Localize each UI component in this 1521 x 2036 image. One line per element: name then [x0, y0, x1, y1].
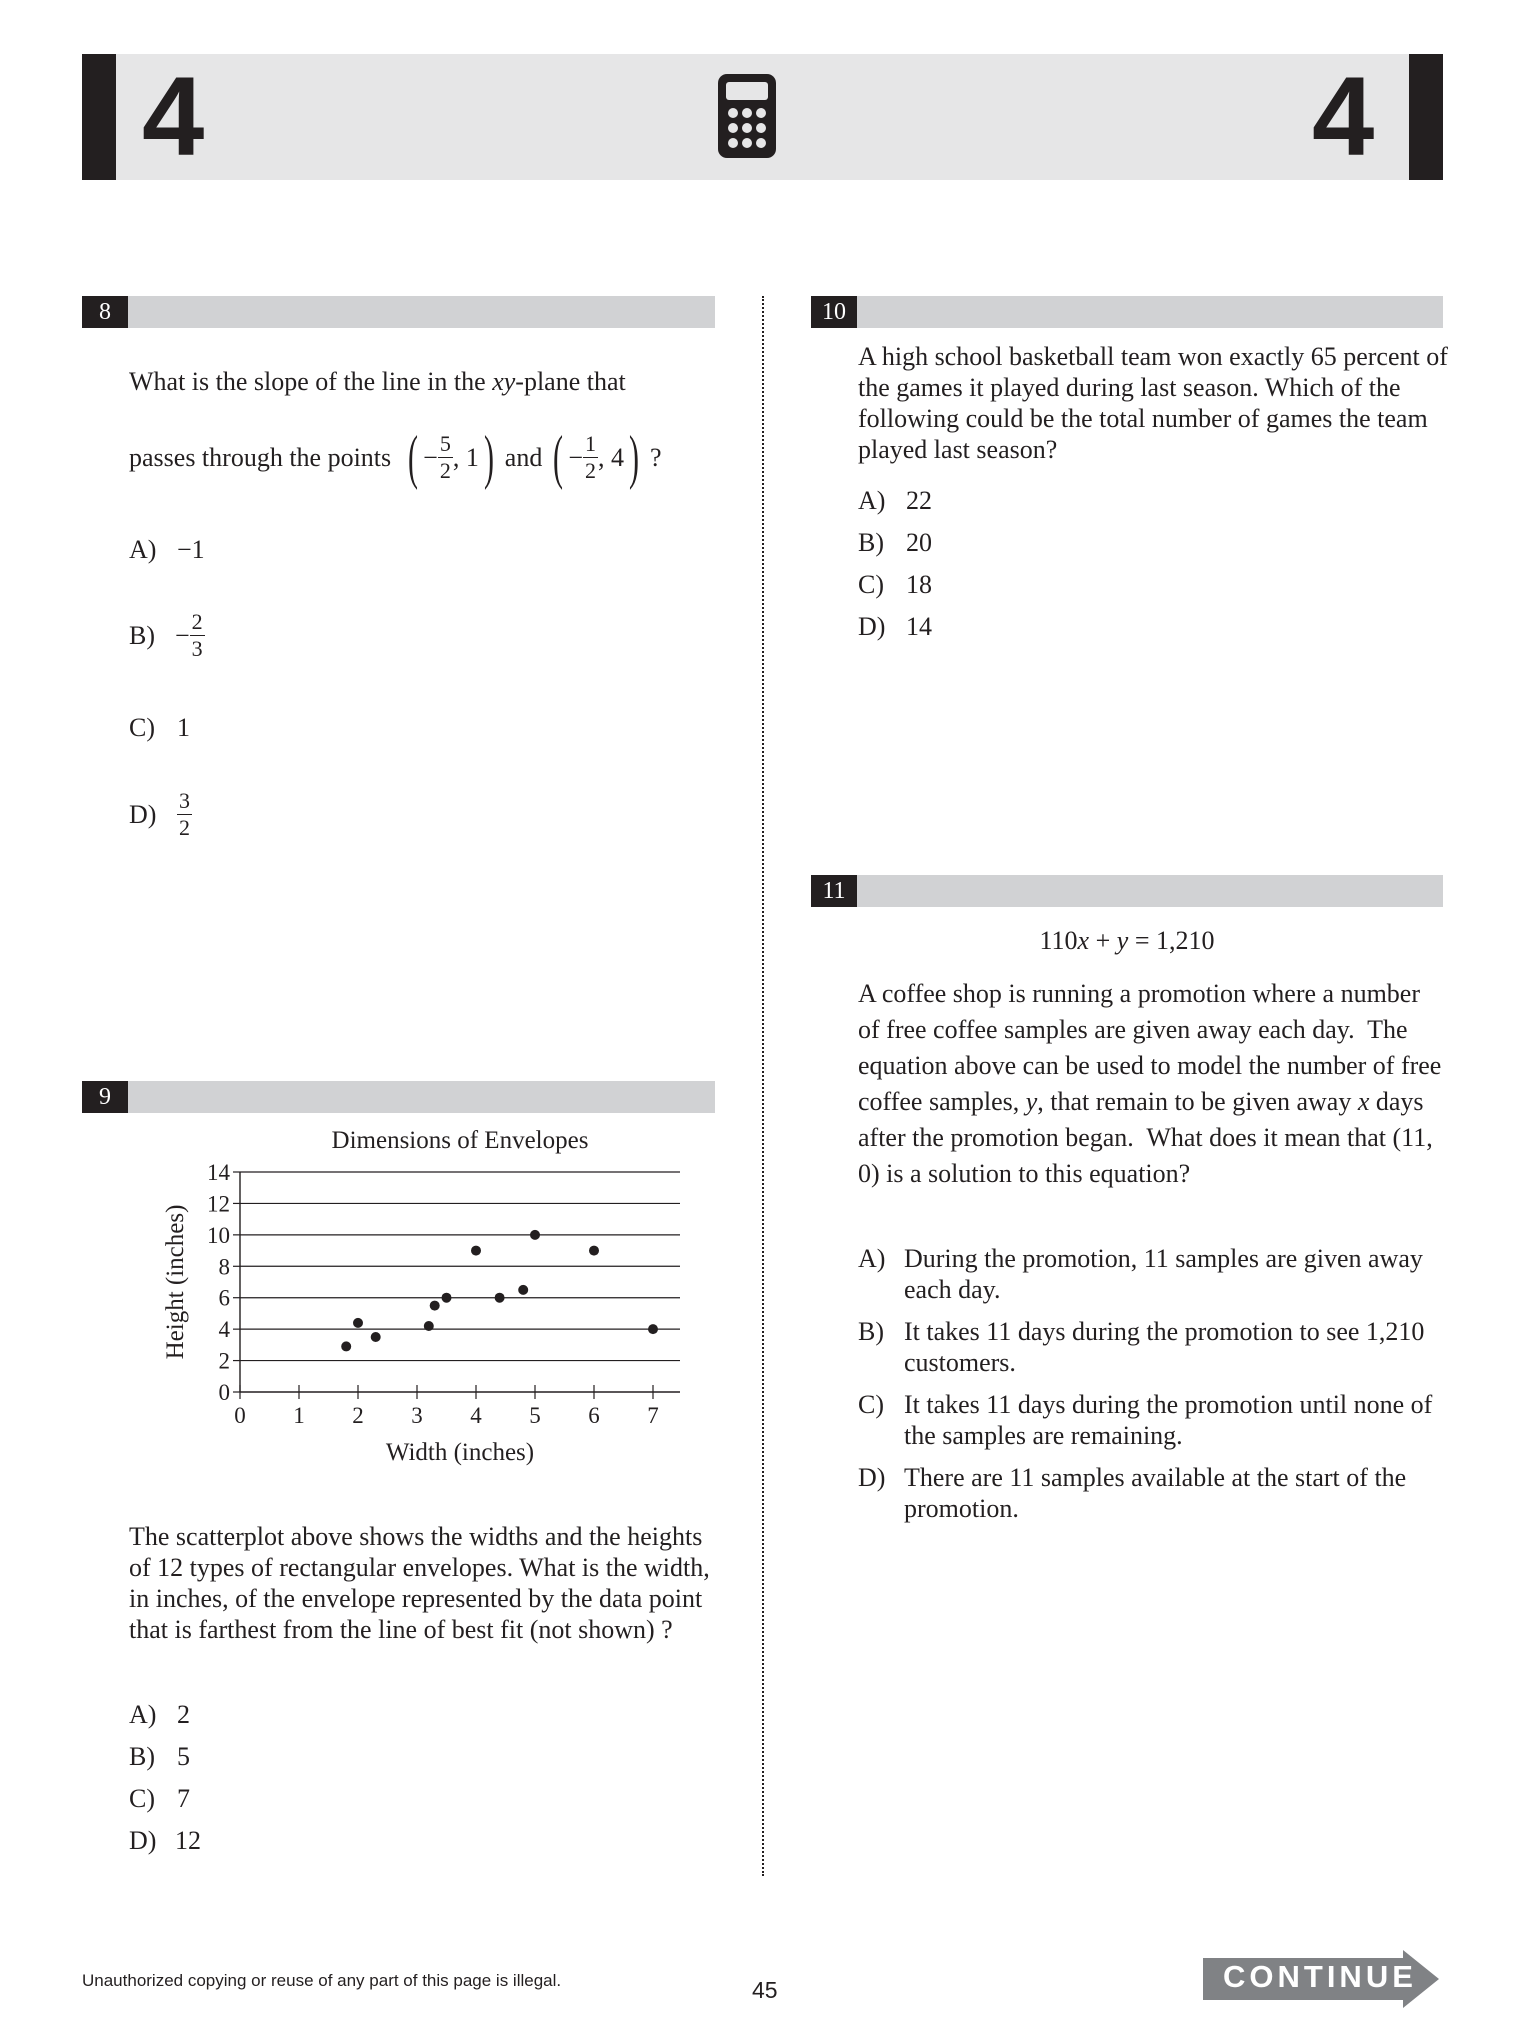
y-tick-label: 0: [218, 1380, 230, 1405]
data-point: [424, 1321, 434, 1331]
point-1: ( − $\frac{5}{2}$ , 1 ): [408, 424, 494, 490]
x-tick-label: 5: [529, 1403, 541, 1428]
q8-choice-d[interactable]: D) $\frac{3}{2}$: [129, 787, 190, 840]
point-2: ( − $\frac{1}{2}$ , 4 ): [553, 424, 639, 490]
question-11-bar: [811, 875, 1443, 907]
y-tick-label: 4: [218, 1317, 230, 1343]
section-number-right: 4: [1312, 54, 1375, 179]
question-11-number: 11: [811, 875, 857, 907]
x-tick-label: 0: [234, 1403, 246, 1428]
data-point: [518, 1285, 528, 1295]
q9-choice-a[interactable]: A) 2: [129, 1700, 190, 1729]
chart-x-label: Width (inches): [385, 1439, 535, 1466]
y-tick-label: 10: [207, 1222, 230, 1248]
data-point: [353, 1318, 363, 1328]
question-10-stem: A high school basketball team won exactly 65 percent of the games it played during last season. Which of the following could be the total number of games the team played last season?: [858, 342, 1448, 464]
data-point: [589, 1246, 599, 1256]
continue-label: CONTINUE: [1223, 1959, 1417, 1994]
q11-choice-c[interactable]: C) It takes 11 days during the promotion until none of the samples are remaining.: [858, 1390, 1433, 1450]
q8-choice-c[interactable]: C) 1: [129, 713, 190, 742]
question-9-bar: [82, 1081, 715, 1113]
data-point: [471, 1246, 481, 1256]
header-bar-right: [1409, 54, 1443, 180]
chart-title: Dimensions of Envelopes: [331, 1127, 589, 1154]
data-point: [648, 1324, 658, 1334]
p2-fraction: $\frac{1}{2}$: [585, 430, 596, 483]
q11-choice-d[interactable]: D) There are 11 samples available at the start of the promotion.: [858, 1463, 1407, 1523]
q10-choice-a[interactable]: A) 22: [858, 486, 932, 515]
question-8-stem-line1: What is the slope of the line in the xy-plane that: [129, 367, 626, 396]
p2-y: , 4: [598, 442, 624, 472]
q11-choice-a[interactable]: A) During the promotion, 11 samples are given away each day.: [858, 1244, 1423, 1304]
x-tick-label: 7: [647, 1403, 659, 1428]
q11-choice-b[interactable]: B) It takes 11 days during the promotion to see 1,210 customers.: [858, 1317, 1425, 1377]
header-bar-left: [82, 54, 116, 180]
data-point: [495, 1293, 505, 1303]
data-point: [442, 1293, 452, 1303]
question-11-equation: 110x + y = 1,210: [1039, 926, 1215, 955]
data-point: [530, 1230, 540, 1240]
b-fraction: $\frac{2}{3}$: [191, 608, 203, 661]
data-point: [341, 1341, 351, 1351]
d-fraction: $\frac{3}{2}$: [179, 787, 190, 840]
q9-choice-b[interactable]: B) 5: [129, 1742, 190, 1771]
y-tick-label: 6: [218, 1285, 230, 1311]
q9-choice-d[interactable]: D) 12: [129, 1826, 201, 1855]
stem-text: passes through the points: [129, 442, 392, 472]
data-point: [371, 1332, 381, 1342]
q10-choice-c[interactable]: C) 18: [858, 570, 932, 599]
question-11-stem: A coffee shop is running a promotion where a number of free coffee samples are given away each day. The equation above can be used to model the number of free coffee samples, y, that remain to be given away x days after the promotion began. What does it mean that (11, 0) is a solution to this equation?: [858, 979, 1448, 1188]
p1-fraction: $\frac{5}{2}$: [439, 430, 451, 483]
question-8-number: 8: [82, 296, 128, 328]
scatterplot-chart: [150, 1120, 690, 1480]
question-8-stem-line2: [129, 422, 662, 492]
copyright-notice: Unauthorized copying or reuse of any part of this page is illegal.: [82, 1971, 562, 1990]
calculator-icon: [716, 72, 778, 160]
x-tick-label: 2: [352, 1403, 364, 1428]
q9-choice-c[interactable]: C) 7: [129, 1784, 190, 1813]
column-divider: [762, 296, 764, 1876]
x-tick-label: 3: [411, 1403, 423, 1428]
x-tick-label: 6: [588, 1403, 600, 1428]
p2-sign: −: [568, 442, 583, 472]
chart-y-label: Height (inches): [162, 1204, 189, 1360]
question-9-stem: The scatterplot above shows the widths and the heights of 12 types of rectangular envelopes. What is the width, in inches, of the envelope represented by the data point that is farthest from the line of best fit (not shown) ?: [129, 1522, 710, 1644]
y-tick-label: 14: [207, 1160, 230, 1185]
q10-choice-d[interactable]: D) 14: [858, 612, 932, 641]
question-10-bar: [811, 296, 1443, 328]
question-8-bar: [82, 296, 715, 328]
page-number: 45: [752, 1977, 778, 2003]
question-mark: ?: [649, 442, 662, 472]
x-tick-label: 4: [470, 1403, 482, 1428]
q8-choice-a[interactable]: A) −1: [129, 535, 205, 564]
q8-choice-b[interactable]: B) − $\frac{2}{3}$: [129, 608, 203, 661]
p1-y: , 1: [452, 442, 479, 472]
p1-sign: −: [423, 442, 438, 472]
y-tick-label: 2: [218, 1348, 230, 1374]
data-point: [430, 1301, 440, 1311]
section-number-left: 4: [142, 54, 205, 179]
y-tick-label: 8: [218, 1254, 230, 1280]
x-tick-label: 1: [293, 1403, 305, 1428]
question-9-number: 9: [82, 1081, 128, 1113]
question-10-number: 10: [811, 296, 857, 328]
and-text: and: [504, 442, 543, 472]
y-tick-label: 12: [207, 1191, 230, 1217]
q10-choice-b[interactable]: B) 20: [858, 528, 932, 557]
